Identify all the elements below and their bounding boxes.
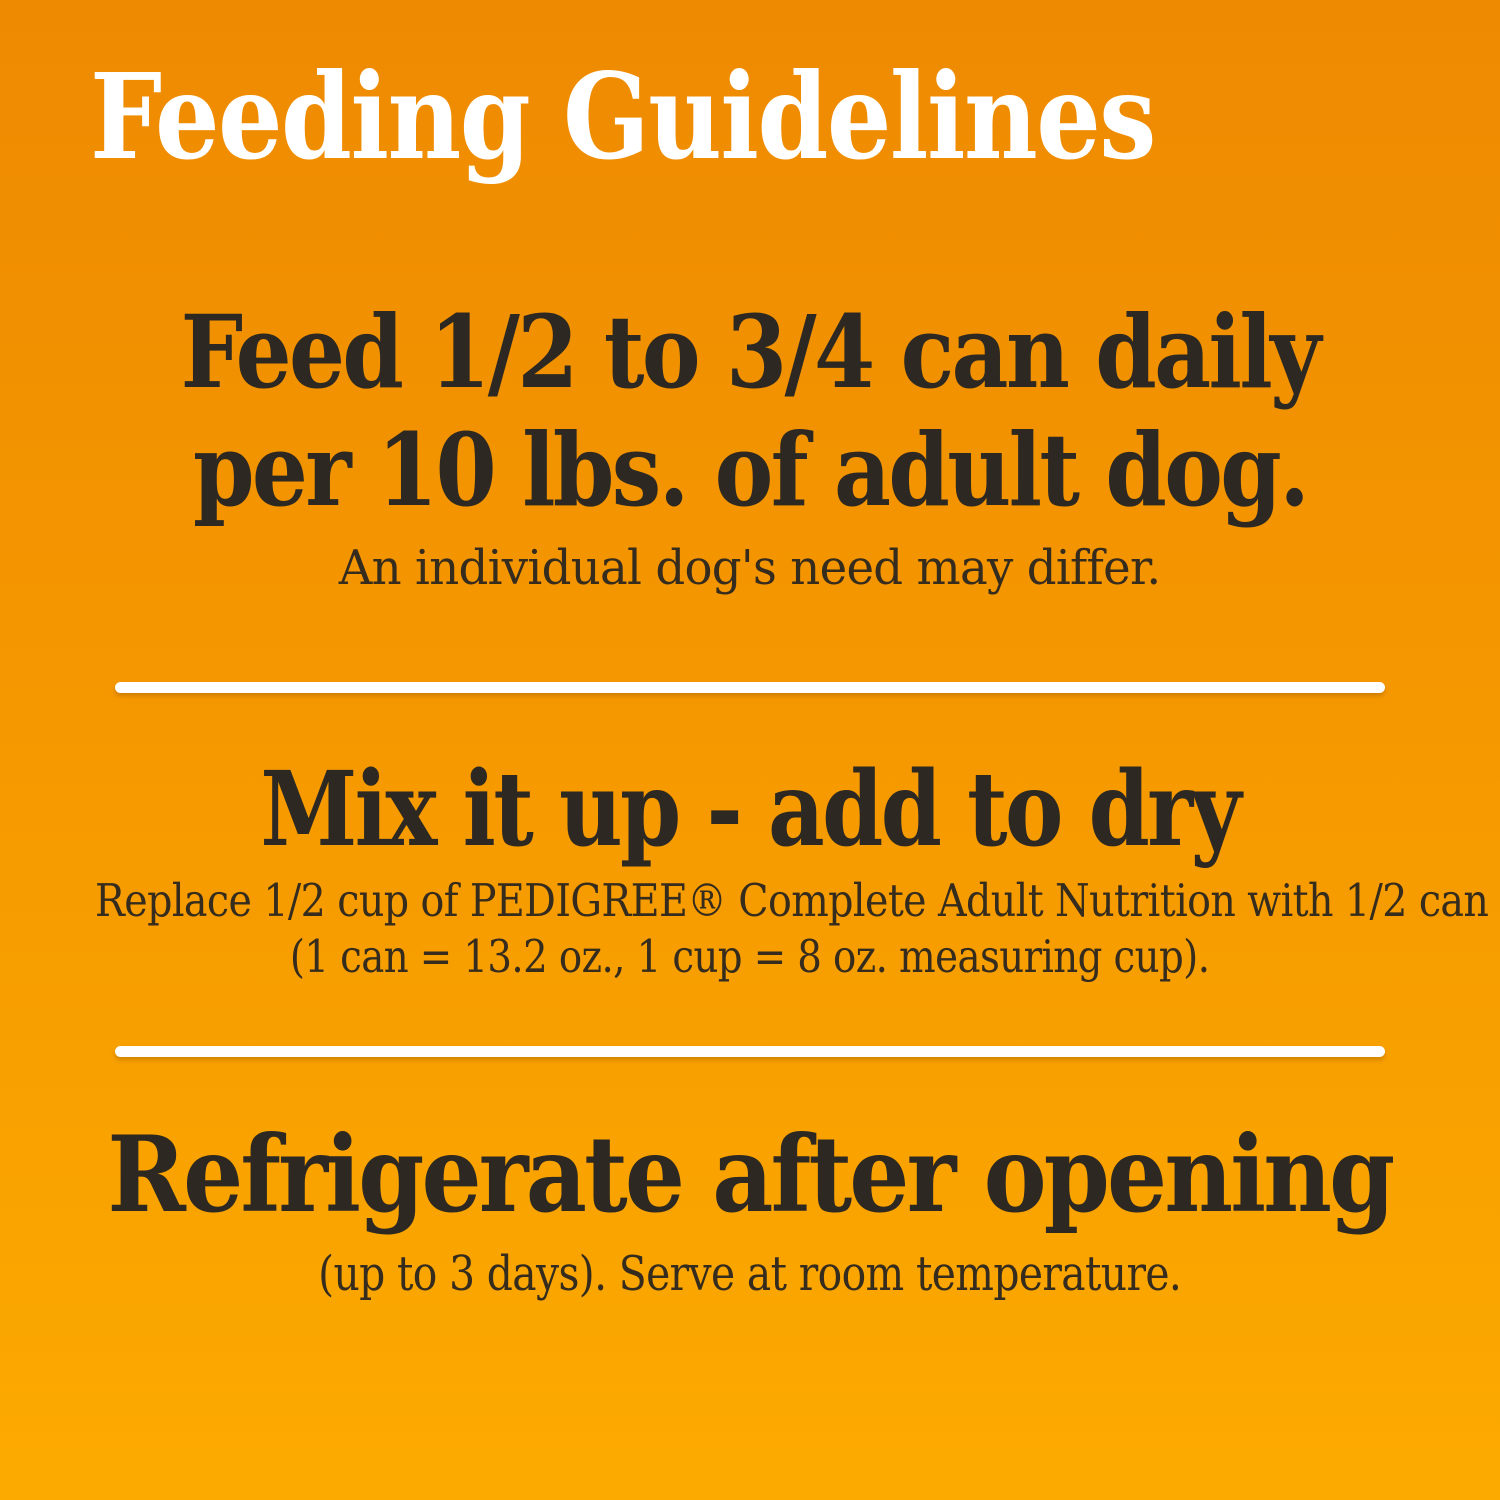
section-divider (115, 682, 1385, 693)
refrigerate-heading: Refrigerate after opening (107, 1112, 1393, 1236)
daily-feeding-subtext: An individual dog's need may differ. (339, 540, 1161, 596)
mix-with-dry-subtext-line2: (1 can = 13.2 oz., 1 cup = 8 oz. measuring cup). (290, 930, 1210, 983)
page-title-text: Feeding Guidelines (90, 47, 1155, 186)
daily-feeding-heading-line2: per 10 lbs. of adult dog. (192, 411, 1308, 529)
refrigerate-subtext: (up to 3 days). Serve at room temperature. (318, 1246, 1182, 1302)
daily-feeding-heading-line1: Feed 1/2 to 3/4 can daily (180, 293, 1320, 411)
mix-with-dry-subtext-line1: Replace 1/2 cup of PEDIGREE® Complete Adult Nutrition with 1/2 can (95, 874, 1489, 927)
section-divider (115, 1046, 1385, 1057)
page-title (90, 47, 1328, 186)
mix-with-dry-heading: Mix it up - add to dry (260, 749, 1240, 870)
